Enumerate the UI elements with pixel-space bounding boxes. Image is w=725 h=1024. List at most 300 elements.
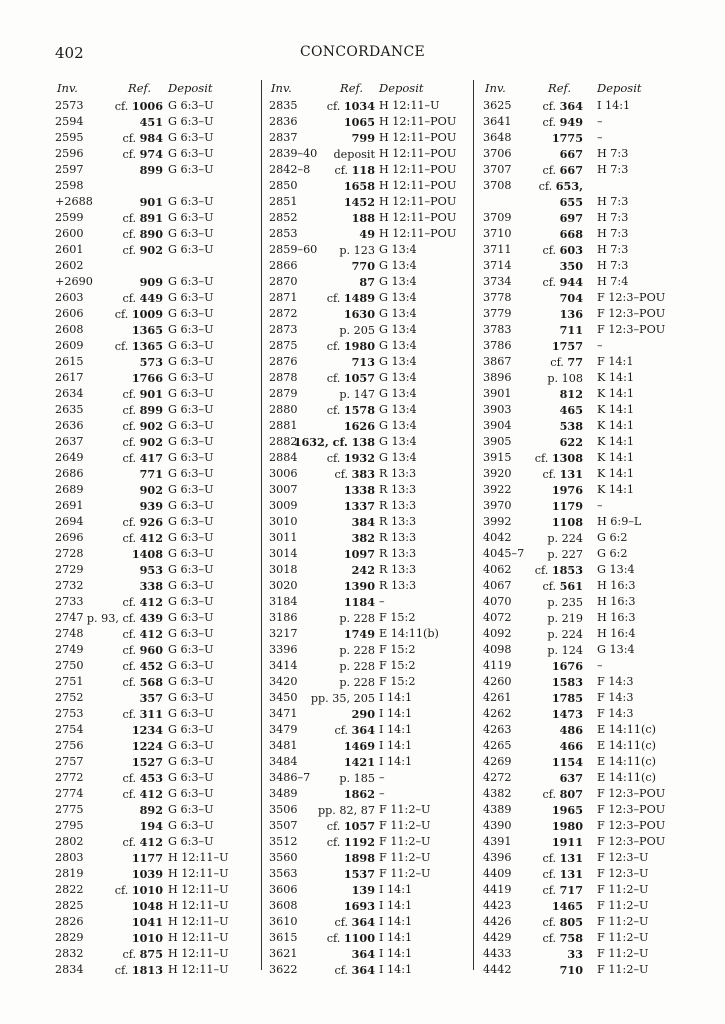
deposit: G 6:3–U [168,531,214,544]
inv-number: 4262 [483,707,512,720]
ref-cell [269,930,375,946]
ref-cell [483,434,583,450]
reference [339,658,375,675]
reference [560,386,583,403]
reference [132,930,163,947]
ref-number: 77 [567,355,583,369]
ref-cell [483,738,583,754]
ref-prefix: p. 124 [547,644,583,657]
ref-cell [483,402,583,418]
table-row [55,114,255,130]
inv-number: 2802 [55,835,84,848]
table-row [269,546,473,562]
deposit: G 6:3–U [168,355,214,368]
ref-cell [483,322,583,338]
ref-cell [483,626,583,642]
inv-number: 2774 [55,787,84,800]
deposit: G 6:3–U [168,739,214,752]
ref-number: 1039 [131,867,163,881]
ref-prefix: cf. [334,964,352,977]
reference [327,834,375,851]
inv-number: 3621 [269,947,298,960]
ref-number: 902 [139,419,163,433]
inv-number: 2873 [269,323,298,336]
ref-number: 710 [559,963,583,977]
reference [552,482,583,499]
table-row [269,578,473,594]
inv-number: 3714 [483,259,512,272]
ref-number: 1965 [551,803,583,817]
table-row [483,274,683,290]
table-row [483,706,683,722]
inv-number: 2617 [55,371,84,384]
inv-number: 4409 [483,867,512,880]
table-row [55,530,255,546]
deposit: F 11:2–U [379,819,431,832]
ref-cell [483,562,583,578]
ref-cell [55,834,163,850]
reference [140,690,163,707]
table-row [55,210,255,226]
inv-number: 3007 [269,483,298,496]
table-row [269,434,473,450]
deposit: H 12:11–POU [379,131,457,144]
table-row [483,594,683,610]
inv-number: 2594 [55,115,84,128]
reference [352,706,375,723]
table-row [55,354,255,370]
inv-number: 2819 [55,867,84,880]
deposit: H 7:3 [597,163,629,176]
inv-number: 2878 [269,371,298,384]
deposit: I 14:1 [379,739,413,752]
reference [132,898,163,915]
reference [123,594,163,611]
ref-number: 892 [139,803,163,817]
ref-number: 1630 [343,307,375,321]
inv-number: 3648 [483,131,512,144]
reference [123,530,163,547]
ref-number: 1192 [343,835,375,849]
deposit: G 6:2 [597,531,628,544]
deposit: – [597,115,603,128]
ref-cell [269,722,375,738]
ref-prefix: cf. [122,436,140,449]
inv-number: 3783 [483,323,512,336]
reference [140,114,163,131]
deposit: H 7:4 [597,275,629,288]
inv-number: 4260 [483,675,512,688]
deposit: F 11:2–U [597,947,649,960]
page-title: CONCORDANCE [300,44,425,60]
ref-prefix: cf. [334,724,352,737]
deposit: H 12:11–POU [379,195,457,208]
ref-prefix: cf. [114,100,132,113]
inv-number: 2822 [55,883,84,896]
reference [327,98,375,115]
inv-number: 2832 [55,947,84,960]
table-row [269,594,473,610]
ref-prefix: p. 224 [547,628,583,641]
deposit: F 14:3 [597,691,634,704]
ref-number: 1224 [131,739,163,753]
ref-cell [55,946,163,962]
table-row [55,178,255,194]
table-row [483,146,683,162]
table-row [55,450,255,466]
reference [543,930,583,947]
inv-number: 3992 [483,515,512,528]
inv-number: 2879 [269,387,298,400]
ref-cell [269,354,375,370]
inv-number: 3217 [269,627,298,640]
ref-cell [269,562,375,578]
deposit: F 11:2–U [597,899,649,912]
table-row [483,930,683,946]
reference [547,626,583,643]
deposit: G 13:4 [379,403,417,416]
table-row [55,898,255,914]
ref-number: 290 [351,707,375,721]
inv-number: 3486–7 [269,771,311,784]
reference [123,290,163,307]
ref-prefix: cf. [326,340,344,353]
inv-number: 2751 [55,675,84,688]
reference [539,178,583,195]
table-row [55,962,255,978]
table-row [55,98,255,114]
reference [123,130,163,147]
inv-number: +2690 [55,275,93,288]
ref-number: 1108 [551,515,583,529]
reference [543,98,583,115]
table-row [483,226,683,242]
deposit: F 14:1 [597,355,634,368]
deposit: G 6:3–U [168,675,214,688]
ref-cell [269,338,375,354]
table-row [483,354,683,370]
ref-number: 1390 [343,579,375,593]
ref-cell [55,866,163,882]
ref-number: 1853 [551,563,583,577]
inv-number: 3708 [483,179,512,192]
table-row [269,114,473,130]
deposit: G 6:3–U [168,659,214,672]
deposit: H 7:3 [597,227,629,240]
ref-cell [483,802,583,818]
table-row [483,850,683,866]
table-row [483,498,683,514]
deposit: I 14:1 [379,691,413,704]
ref-cell [483,850,583,866]
ref-number: 1775 [551,131,583,145]
inv-number: 3420 [269,675,298,688]
table-row [483,610,683,626]
table-row [55,562,255,578]
ref-cell [483,338,583,354]
inv-number: 2597 [55,163,84,176]
ref-cell [483,354,583,370]
table-row [55,818,255,834]
inv-number: 2750 [55,659,84,672]
deposit: H 12:11–U [168,867,229,880]
deposit: F 12:3–POU [597,819,666,832]
reference [311,690,375,707]
ref-prefix: cf. [122,532,140,545]
inv-number: 2825 [55,899,84,912]
ref-cell [55,882,163,898]
ref-number: 711 [559,323,583,337]
inv-number: 2836 [269,115,298,128]
inv-number: 3020 [269,579,298,592]
reference [140,274,163,291]
inv-number: 4070 [483,595,512,608]
deposit: K 14:1 [597,483,635,496]
ref-number: 33 [567,947,583,961]
deposit: – [379,771,385,784]
reference [352,354,375,371]
ref-prefix: cf. [542,580,560,593]
table-row [269,962,473,978]
deposit: K 14:1 [597,467,635,480]
deposit: I 14:1 [597,99,631,112]
inv-number: 3779 [483,307,512,320]
deposit: K 14:1 [597,371,635,384]
deposit: H 16:3 [597,595,636,608]
deposit: R 13:3 [379,467,417,480]
deposit: G 6:3–U [168,227,214,240]
deposit: H 12:11–POU [379,179,457,192]
table-row [55,322,255,338]
reference [560,226,583,243]
reference [140,802,163,819]
ref-number: 890 [139,227,163,241]
column-divider [473,80,474,970]
deposit: H 12:11–U [168,851,229,864]
reference [344,594,375,611]
ref-prefix: cf. [326,452,344,465]
deposit: H 7:3 [597,243,629,256]
deposit: G 6:3–U [168,291,214,304]
inv-number: 2649 [55,451,84,464]
reference [140,818,163,835]
inv-number: 2853 [269,227,298,240]
table-row [483,866,683,882]
reference [352,530,375,547]
inv-number: 3018 [269,563,298,576]
inv-number: 2728 [55,547,84,560]
reference [327,450,375,467]
inv-number: 3734 [483,275,512,288]
ref-prefix: pp. 82, 87 [317,804,375,817]
reference [132,722,163,739]
deposit: G 6:3–U [168,499,214,512]
inv-number: 2757 [55,755,84,768]
ref-prefix: cf. [114,340,132,353]
table-row [269,914,473,930]
ref-cell [269,162,375,178]
ref-number: 1976 [551,483,583,497]
reference [552,818,583,835]
ref-prefix: p. 147 [339,388,375,401]
ref-cell [269,946,375,962]
ref-prefix: p. 228 [339,644,375,657]
ref-prefix: cf. [114,308,132,321]
ref-number: 1676 [551,659,583,673]
table-row [483,290,683,306]
inv-number: 2866 [269,259,298,272]
table-row [55,290,255,306]
inv-number: 3786 [483,339,512,352]
ref-cell [55,562,163,578]
ref-number: 1338 [343,483,375,497]
reference [552,130,583,147]
ref-prefix: cf. [334,916,352,929]
table-row [269,450,473,466]
ref-number: 538 [559,419,583,433]
ref-number: 364 [559,99,583,113]
ref-number: 139 [351,883,375,897]
inv-number: 2884 [269,451,298,464]
header-ref-box [483,80,571,96]
deposit: H 6:9–L [597,515,642,528]
ref-cell [269,210,375,226]
inv-number: 2634 [55,387,84,400]
ref-number: 902 [139,243,163,257]
table-row [269,418,473,434]
ref-number: 1034 [343,99,375,113]
ref-cell [483,178,583,194]
table-row [269,802,473,818]
table-row [55,770,255,786]
table-row [269,226,473,242]
header-deposit: Deposit [379,81,424,95]
ref-cell [269,434,375,450]
inv-number: 3901 [483,387,512,400]
deposit: G 6:3–U [168,787,214,800]
inv-number: 2880 [269,403,298,416]
deposit: G 6:3–U [168,131,214,144]
inv-number: 3481 [269,739,298,752]
ref-cell [483,274,583,290]
inv-number: 2872 [269,307,298,320]
ref-cell [55,178,163,194]
header-ref-box [55,80,151,96]
ref-cell [55,194,163,210]
inv-number: 2754 [55,723,84,736]
ref-cell [269,962,375,978]
table-row [55,370,255,386]
deposit: F 12:3–U [597,851,649,864]
inv-number: 2835 [269,99,298,112]
reference [327,370,375,387]
deposit: G 13:4 [379,307,417,320]
table-row [483,530,683,546]
ref-prefix: cf. [542,244,560,257]
table-row [269,290,473,306]
ref-cell [483,962,583,978]
inv-number: 2686 [55,467,84,480]
reference [567,946,583,963]
reference [123,770,163,787]
reference [123,418,163,435]
ref-cell [483,866,583,882]
ref-prefix: cf. [538,180,556,193]
ref-prefix: cf. [542,884,560,897]
ref-number: 944 [559,275,583,289]
deposit: – [379,595,385,608]
ref-number: 1489 [343,291,375,305]
reference [132,866,163,883]
table-row [55,402,255,418]
reference [543,274,583,291]
table-row [55,834,255,850]
ref-number: 655 [559,195,583,209]
deposit: F 11:2–U [597,963,649,976]
reference [132,914,163,931]
ref-cell [483,210,583,226]
deposit: K 14:1 [597,387,635,400]
deposit: R 13:3 [379,499,417,512]
ref-number: 1065 [343,115,375,129]
inv-number: 2756 [55,739,84,752]
deposit: G 6:3–U [168,307,214,320]
deposit: G 6:3–U [168,163,214,176]
inv-number: 3009 [269,499,298,512]
ref-cell [483,930,583,946]
deposit: E 14:11(c) [597,755,656,768]
table-row [55,850,255,866]
ref-cell [483,914,583,930]
reference [115,98,163,115]
ref-cell [269,610,375,626]
table-row [269,386,473,402]
table-row [483,546,683,562]
ref-number: 1177 [131,851,163,865]
table-row [269,242,473,258]
ref-prefix: p. 185 [339,772,375,785]
ref-number: 704 [559,291,583,305]
ref-cell [483,578,583,594]
ref-number: 926 [139,515,163,529]
inv-number: 2729 [55,563,84,576]
inv-number: 3184 [269,595,298,608]
table-row [55,914,255,930]
ref-cell [55,290,163,306]
ref-cell [55,434,163,450]
reference [115,338,163,355]
ref-number: 1097 [343,547,375,561]
ref-cell [55,130,163,146]
reference [334,146,376,163]
reference [535,450,583,467]
reference [552,658,583,675]
deposit: G 6:3–U [168,611,214,624]
table-row [483,818,683,834]
ref-number: 449 [139,291,163,305]
table-row [269,178,473,194]
table-row [269,482,473,498]
ref-prefix: cf. [122,772,140,785]
deposit: G 13:4 [379,451,417,464]
deposit: H 12:11–U [168,963,229,976]
table-row [269,258,473,274]
ref-number: 1980 [551,819,583,833]
ref-prefix: cf. [122,212,140,225]
reference [344,178,375,195]
reference [359,274,375,291]
inv-number: 4389 [483,803,512,816]
